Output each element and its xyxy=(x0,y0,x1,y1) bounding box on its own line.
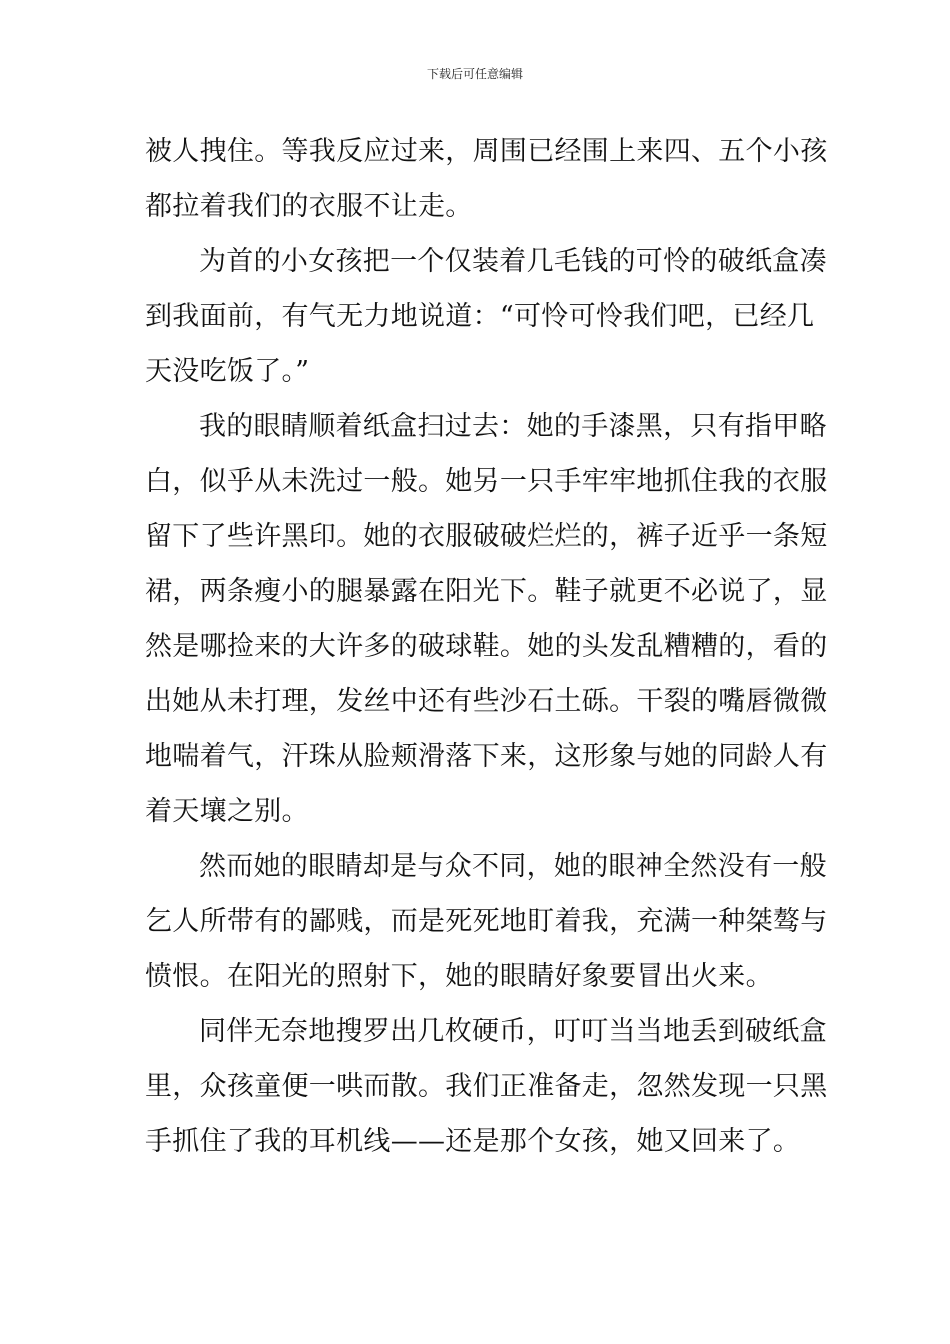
text-line: 留下了些许黑印。她的衣服破破烂烂的，裤子近乎一条短 xyxy=(145,521,828,552)
text-line: 手抓住了我的耳机线——还是那个女孩，她又回来了。 xyxy=(145,1126,801,1157)
text-line: 裙，两条瘦小的腿暴露在阳光下。鞋子就更不必说了，显 xyxy=(145,576,828,607)
text-line: 愤恨。在阳光的照射下，她的眼睛好象要冒出火来。 xyxy=(145,961,773,992)
text-line: 然是哪捡来的大许多的破球鞋。她的头发乱糟糟的，看的 xyxy=(145,631,828,662)
text-line: 到我面前，有气无力地说道：“可怜可怜我们吧，已经几 xyxy=(145,301,815,332)
document-body xyxy=(145,124,828,1169)
paragraph-3 xyxy=(145,399,828,839)
text-line: 乞人所带有的鄙贱，而是死死地盯着我，充满一种桀骜与 xyxy=(145,906,828,937)
text-line: 同伴无奈地搜罗出几枚硬币，叮叮当当地丢到破纸盒 xyxy=(199,1016,827,1047)
text-line: 我的眼睛顺着纸盒扫过去：她的手漆黑，只有指甲略 xyxy=(199,411,827,442)
text-line: 为首的小女孩把一个仅装着几毛钱的可怜的破纸盒凑 xyxy=(199,246,827,277)
paragraph-4 xyxy=(145,839,828,1004)
page-header: 下载后可任意编辑 xyxy=(426,67,523,81)
text-line: 然而她的眼睛却是与众不同，她的眼神全然没有一般 xyxy=(199,851,827,882)
paragraph-1 xyxy=(145,124,828,234)
text-line: 白，似乎从未洗过一般。她另一只手牢牢地抓住我的衣服 xyxy=(145,466,828,497)
text-line: 都拉着我们的衣服不让走。 xyxy=(145,191,473,222)
text-line: 出她从未打理，发丝中还有些沙石土砾。干裂的嘴唇微微 xyxy=(145,686,828,717)
text-line: 被人拽住。等我反应过来，周围已经围上来四、五个小孩 xyxy=(145,136,828,167)
paragraph-5 xyxy=(145,1004,828,1169)
text-line: 地喘着气，汗珠从脸颊滑落下来，这形象与她的同龄人有 xyxy=(145,741,828,772)
text-line: 里，众孩童便一哄而散。我们正准备走，忽然发现一只黑 xyxy=(145,1071,828,1102)
text-line: 天没吃饭了。” xyxy=(145,356,310,387)
paragraph-2 xyxy=(145,234,827,399)
text-line: 着天壤之别。 xyxy=(145,796,309,827)
